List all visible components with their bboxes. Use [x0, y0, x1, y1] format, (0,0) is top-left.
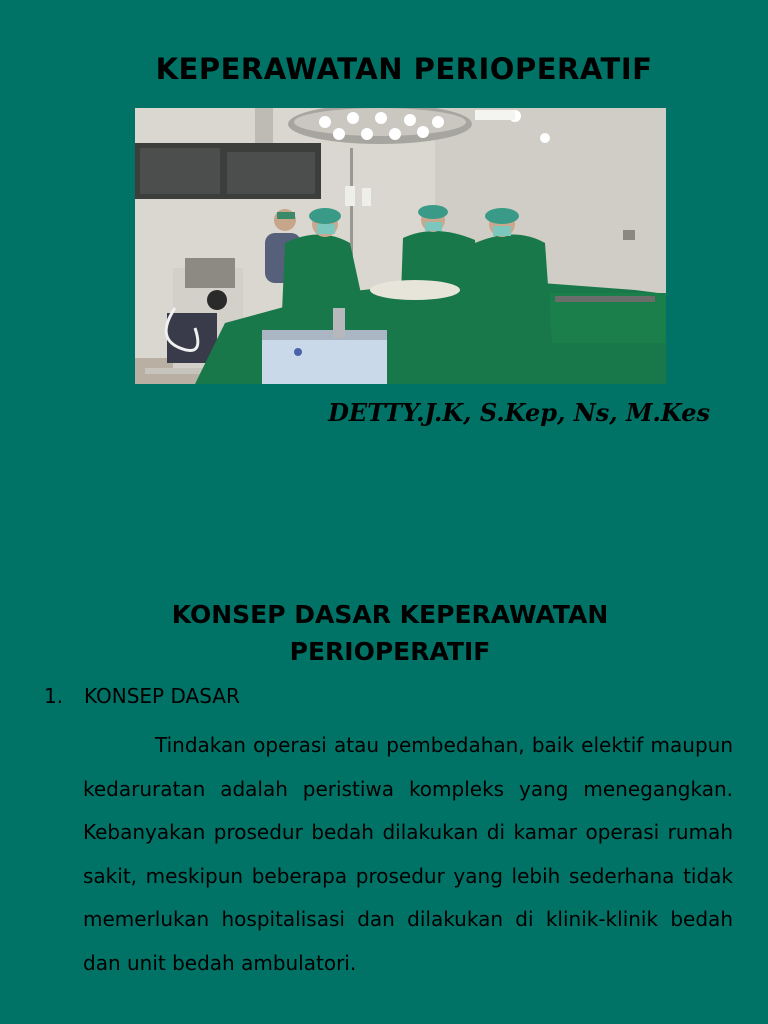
body-paragraph: Tindakan operasi atau pembedahan, baik elektif maupun kedaruratan adalah peristiwa kompleks yang menegangkan. Kebanyakan prosedur bedah dilakukan di kamar operasi rumah sakit, meskipun beberapa prosedur yang lebih sederhana tidak memerlukan hospitalisasi dan dilakukan di klinik-klinik bedah dan unit bedah ambulatori.	[83, 733, 733, 975]
author-name: DETTY.J.K, S.Kep, Ns, M.Kes	[328, 398, 710, 427]
section-title-line-1: KONSEP DASAR KEPERAWATAN	[171, 600, 609, 629]
section-title-line-2: PERIOPERATIF	[289, 637, 491, 666]
list-label: KONSEP DASAR	[84, 684, 240, 708]
operating-room-illustration	[135, 108, 666, 384]
section-title	[100, 596, 680, 670]
slide-title: KEPERAWATAN PERIOPERATIF	[155, 52, 653, 86]
list-item	[44, 684, 240, 708]
list-number: 1.	[44, 684, 64, 708]
operating-room-photo	[135, 108, 666, 384]
